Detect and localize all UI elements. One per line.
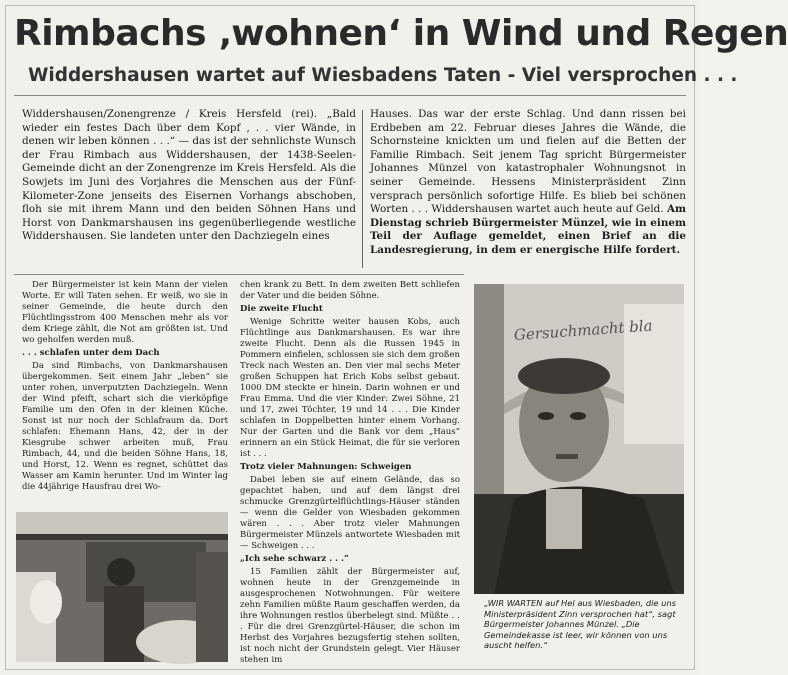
- divider: [14, 274, 464, 275]
- headline: Rimbachs ‚wohnen‘ in Wind und Regen: [14, 13, 788, 54]
- col2-subheading-2: Trotz vieler Mahnungen: Schweigen: [240, 462, 412, 472]
- photo-caption: „WIR WARTEN auf Hel aus Wiesbaden, die uns Ministerpräsident Zinn versprochen hat“, sagt Bürgermeister Johannes Münzel. „Die Gemeindekasse ist leer, wir können von uns auscht helfen.“: [484, 598, 676, 650]
- column-divider: [362, 110, 363, 268]
- lead-left-text: Widdershausen/Zonengrenze / Kreis Hersfeld (rei). „Bald wieder ein festes Dach über dem Kopf , . . vier Wände, in denen wir leben können . . .“ — das ist der sehnlichste Wunsch der Frau Rimbach aus Widdershausen, der 1438-Seelen-Gemeinde dicht an der Zonengrenze im Kreis Hersfeld. Als die Sowjets im Juni des Vorjahres die Menschen aus der Fünf-Kilometer-Zone jenseits des Eisernen Vorhangs abschoben, floh sie mit ihrem Mann und den beiden Söhnen Hans und Horst von Dankmarshausen ins gegenüberliegende westliche Widdershausen. Sie landeten unter den Dachziegeln eines: [22, 108, 356, 243]
- col2-body-1: Wenige Schritte weiter hausen Kobs, auch Flüchtlinge aus Dankmarshausen. Es war ihre zweite Flucht. Denn als die Russen 1945 in Pommern einfielen, schlossen sie sich dem großen Treck nach Westen an. Den vier mal sechs Meter großen Schuppen hat Erich Kobs selbst gebaut. 1000 DM steckte er hinein. Darin wohnen er und Frau Emma. Und die vier Kinder: Zwei Söhne, 21 und 17, zwei Töchter, 19 und 14 . . . Die Kinder schlafen in Doppelbetten hinter einem Vorhang. Nur der Garten und die Bank vor dem „Haus“ erinnern an ein Stück Heimat, die für sie verloren ist . . .: [240, 317, 460, 459]
- mayor-portrait-image: [474, 284, 684, 594]
- col2-body-2: Dabei leben sie auf einem Gelände, das so gepachtet haben, und auf dem längst drei schmucke Grenzgürtelflüchtlings-Häuser ständen — wenn die Gelder von Wiesbaden gekommen wären . . . Aber trotz vieler Mahnungen Bürgermeister Münzels antwortete Wiesbaden mit — Schweigen . . .: [240, 475, 460, 551]
- col1-body: Da sind Rimbachs, von Dankmarshausen übergekommen. Seit einem Jahr „leben“ sie unter rohen, unverputzten Dachziegeln. Wenn der Wind pfeift, schart sich die vierköpfige Familie um den Ofen in der kleinen Küche. Sonst ist nur noch der Schlafraum da. Dort schlafen: Ehemann Hans, 42, der in der Kiesgrube schwer arbeiten muß, Frau Rimbach, 44, und die beiden Söhne Hans, 18, und Horst, 12. Wenn es regnet, schüttet das Wasser am Kamin herunter. Und im Winter lag die 44jährige Hausfrau drei Wo-: [22, 361, 228, 492]
- photo-mayor: [474, 284, 684, 594]
- col1-subheading: . . . schlafen unter dem Dach: [22, 348, 160, 358]
- col2-subheading-3: „Ich sehe schwarz . . .“: [240, 554, 349, 564]
- col2-subheading-1: Die zweite Flucht: [240, 304, 323, 314]
- col1-intro: Der Bürgermeister ist kein Mann der vielen Worte. Er will Taten sehen. Er weiß, wo sie in seiner Gemeinde, die heute durch den Flüchtlingsstrom 400 Menschen mehr als vor dem Kriege zählt, die Not am größten ist. Und wo geholfen werden muß.: [22, 280, 228, 345]
- lead-right-column: [370, 108, 686, 270]
- divider: [14, 95, 686, 96]
- lead-right-text: Hauses. Das war der erste Schlag. Und dann rissen bei Erdbeben am 22. Februar dieses Jahres die Wände, die Schornsteine knickten um und fielen auf die Betten der Familie Rimbach. Seit jenem Tag spricht Bürgermeister Johannes Münzel von katastrophaler Wohnungsnot in seiner Gemeinde. Hessens Ministerpräsident Zinn versprach persönlich sofortige Hilfe. Es blieb bei schönen Worten . . . Widdershausen wartet auch heute auf Geld.: [370, 108, 686, 216]
- col2-top: chen krank zu Bett. In dem zweiten Bett schliefen der Vater und die beiden Söhne.: [240, 280, 460, 301]
- col2-body-3: 15 Familien zählt der Bürgermeister auf, wohnen heute in der Grenzgemeinde in ausgesprochenen Notwohnungen. Für weitere zehn Familien müßte Raum geschaffen werden, da ihre Wohnungen restlos überbelegt sind. Müßte . . . Für die drei Grenzgürtel-Häuser, die schon im Herbst des Vorjahres bezugsfertig stehen sollten, ist noch nicht der Grundstein gelegt. Vier Häuser stehen im: [240, 567, 460, 665]
- photo-kitchen: [16, 512, 228, 662]
- subheadline: Widdershausen wartet auf Wiesbadens Taten - Viel versprochen . . .: [28, 65, 738, 86]
- body-column-1: [22, 280, 228, 508]
- lead-left-column: [22, 108, 356, 270]
- lead-right-bold-text: Am Dienstag schrieb Bürgermeister Münzel, wie in einem Teil der Auflage gemeldet, einen Brief an die Landesregierung, in dem er energische Hilfe fordert.: [370, 203, 686, 256]
- kitchen-photo-image: [16, 512, 228, 662]
- body-column-2: [240, 280, 460, 665]
- wall-graffiti-text: Gersuchmacht bla: [513, 316, 654, 345]
